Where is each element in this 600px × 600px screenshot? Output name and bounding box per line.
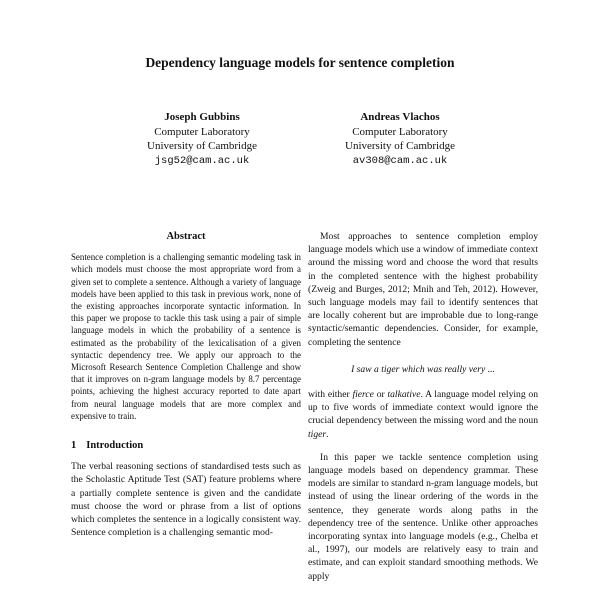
- author-email: av308@cam.ac.uk: [352, 154, 448, 167]
- right-column: [308, 230, 538, 583]
- emphasis-talkative: talkative: [387, 389, 421, 401]
- author-name: Joseph Gubbins: [164, 111, 240, 123]
- author-name: Andreas Vlachos: [360, 111, 440, 123]
- text-run: . A language model relying on up to five words of immediate context would ignore the crucial dependency between the missing word and the noun: [308, 389, 538, 427]
- author-affiliation: Computer Laboratory: [352, 125, 448, 138]
- example-sentence: I saw a tiger which was really very ...: [351, 363, 495, 375]
- emphasis-fierce: fierce: [352, 389, 374, 401]
- introduction-paragraph-3: [308, 388, 538, 441]
- author-university: University of Cambridge: [345, 140, 455, 152]
- introduction-paragraph-2: Most approaches to sentence completion employ language models which use a window of immediate context around the missing word and choose the word that results in the completed sentence with the highest probability (Zweig and Burges, 2012; Mnih and Teh, 2012). However, such language models may fail to identify sentences that are locally coherent but are improbable due to long-range syntactic/semantic dependencies. Consider, for example, completing the sentence: [308, 231, 538, 348]
- author-block-2: [300, 110, 500, 168]
- author-university: University of Cambridge: [147, 140, 257, 152]
- author-affiliation: Computer Laboratory: [154, 125, 250, 138]
- text-run: or: [373, 389, 388, 401]
- emphasis-tiger: tiger: [308, 428, 327, 440]
- abstract-text: Sentence completion is a challenging semantic modeling task in which models must choose the most appropriate word from a given set to complete a sentence. Although a variety of language models have been applied to this task in previous work, none of the existing approaches incorporate syntactic information. In this paper we propose to tackle this task using a pair of simple language models in which the probability of a sentence is estimated as the probability of the lexicalisation of a given syntactic dependency tree. We apply our approach to the Microsoft Research Sentence Completion Challenge and show that it improves on n-gram language models by 8.7 percentage points, achieving the highest accuracy reported to date apart from neural language models that are more complex and expensive to train.: [71, 252, 301, 421]
- text-run: .: [326, 428, 329, 440]
- author-block-1: [102, 110, 302, 168]
- section-heading-introduction: [71, 439, 301, 452]
- introduction-paragraph-4: In this paper we tackle sentence completion using language models based on dependency grammar. These models are similar to standard n-gram language models, but instead of using the linear ordering of the words in the sentence, they generate words along paths in the dependency tree of the sentence. Unlike other approaches incorporating syntax into language models (e.g., Chelba et al., 1997), our models are relatively easy to train and estimate, and can exploit standard smoothing methods. We apply: [308, 451, 538, 582]
- introduction-paragraph-1: The verbal reasoning sections of standardised tests such as the Scholastic Aptitude Test (SAT) feature problems where a partially complete sentence is given and the candidate must choose the word or phrase from a list of options which completes the sentence in a logically consistent way. Sentence completion is a challenging semantic mod-: [71, 461, 301, 539]
- paper-title: Dependency language models for sentence completion: [145, 55, 455, 70]
- section-number: 1: [71, 440, 77, 452]
- text-run: with either: [308, 389, 353, 401]
- abstract-heading: Abstract: [166, 231, 206, 242]
- section-title: Introduction: [86, 440, 144, 452]
- left-column: [71, 230, 301, 539]
- author-email: jsg52@cam.ac.uk: [154, 154, 250, 167]
